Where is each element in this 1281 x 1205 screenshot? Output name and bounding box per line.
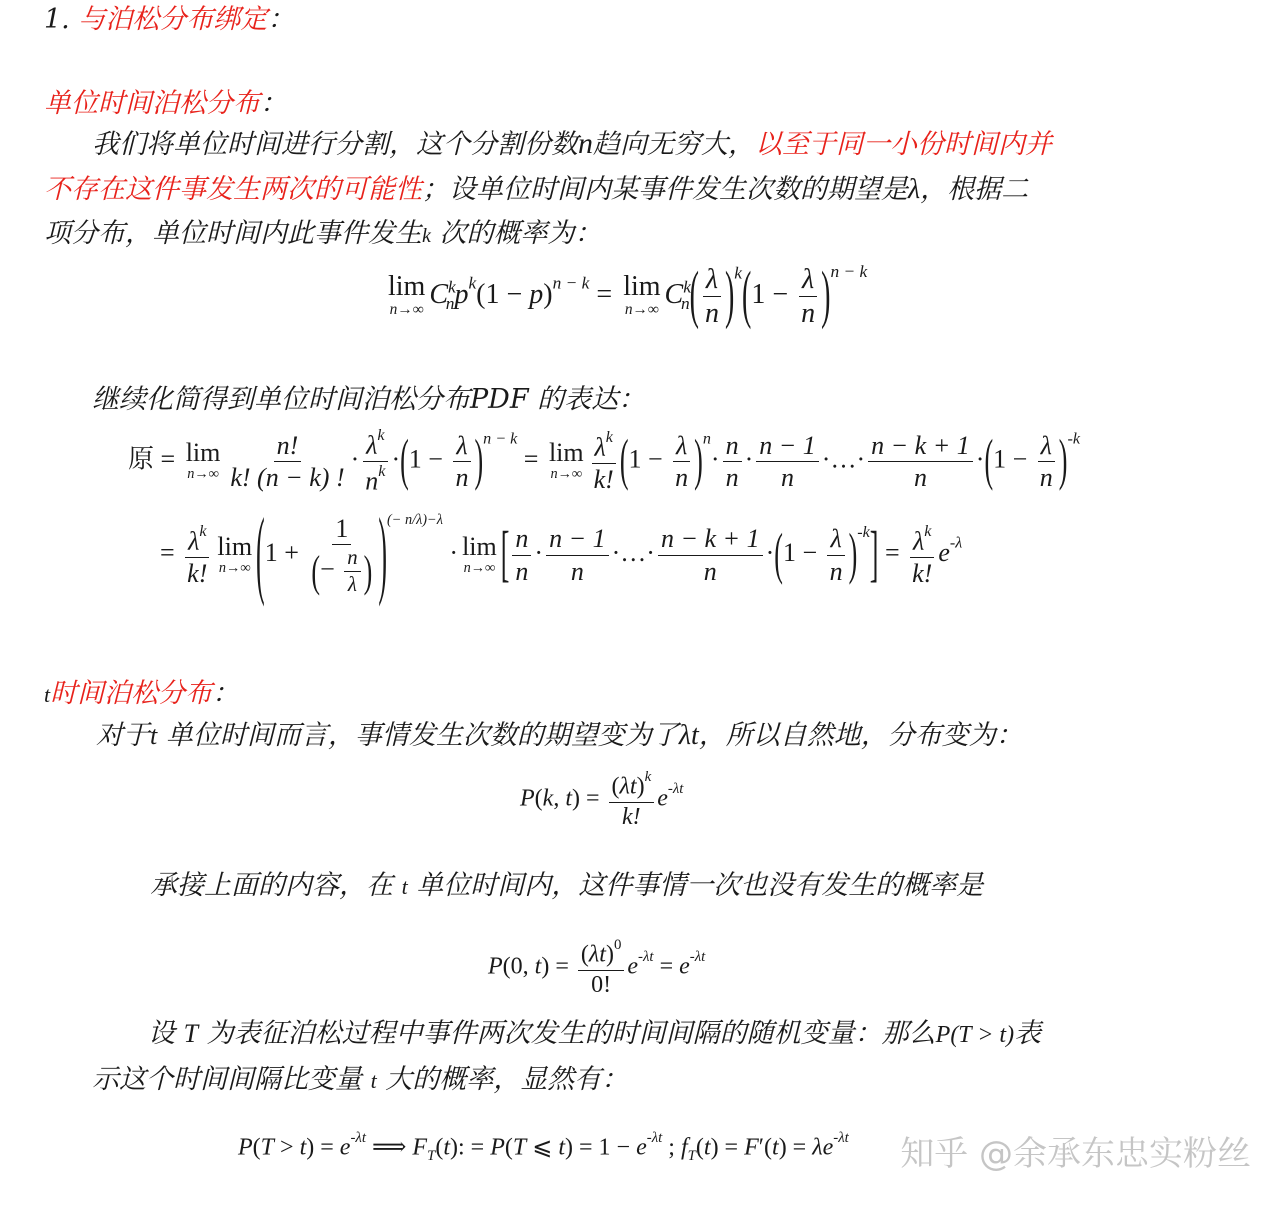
orig-label: 原 bbox=[128, 444, 155, 475]
equation-T-distribution: $P(T > t) = e^{-\lambda t}$ ⟹ $F_T(t)$: = P(T ⩽ $t) = 1 - e^{-\lambda t}$ ; $f_T(t) = F'(t) = \lambda e^{-\lambda t}$ bbox=[238, 1130, 849, 1164]
section-t-prefix: t bbox=[44, 682, 51, 707]
rv-para-text: 表 bbox=[1014, 1018, 1042, 1049]
unit-continue-text: 继续化简得到单位时间泊松分布PDF 的表达： bbox=[92, 384, 646, 415]
equation-p-0-t: P(0, t) = $\frac{(\lambda t)^0}{0!}$ $e^{-\lambda t} = e^{-\lambda t}$ bbox=[488, 937, 706, 998]
t-para-math-lt: λt bbox=[678, 720, 699, 751]
unit-para-text: 趋向无穷大， bbox=[593, 129, 755, 160]
section-t-title-text: 时间泊松分布 bbox=[50, 678, 213, 709]
t-para-text: 对于 bbox=[96, 720, 150, 751]
t-continue-math-t: t bbox=[401, 874, 408, 899]
unit-para-line-3 bbox=[44, 216, 601, 254]
rv-para-text: 大的概率，显然有： bbox=[376, 1064, 629, 1095]
unit-para-line-1 bbox=[92, 126, 1052, 163]
rv-para-line-1 bbox=[148, 1016, 1041, 1053]
section-unit-title bbox=[44, 86, 287, 122]
section-t-colon: ： bbox=[212, 678, 240, 709]
t-continue-line bbox=[150, 868, 983, 905]
unit-para-red-text: 以至于同一小份时间内并 bbox=[755, 129, 1052, 160]
t-para-text: 单位时间而言，事情发生次数的期望变为了 bbox=[157, 720, 679, 751]
heading-title: 与泊松分布绑定 bbox=[78, 4, 268, 35]
equation-p-k-t: P(k, t) = $\frac{(\lambda t)^k}{k!}$ $e^{-\lambda t}$ bbox=[520, 769, 684, 830]
t-para-text: ，所以自然地，分布变为： bbox=[698, 720, 1023, 751]
t-continue-text: 承接上面的内容，在 bbox=[150, 870, 402, 901]
unit-para-text: 我们将单位时间进行分割，这个分割份数 bbox=[92, 129, 578, 160]
rv-para-math-expr: P(T > t) bbox=[935, 1022, 1015, 1048]
unit-para-math-n: n bbox=[578, 127, 593, 160]
heading-colon: ： bbox=[267, 4, 295, 35]
watermark: 知乎 @余承东忠实粉丝 bbox=[900, 1134, 1251, 1174]
unit-para-math-k: k bbox=[422, 225, 431, 247]
rv-para-math-T: T bbox=[183, 1019, 199, 1048]
rv-para-text: 为表征泊松过程中事件两次发生的时间间隔的随机变量：那么 bbox=[198, 1018, 936, 1049]
section-unit-title-colon: ： bbox=[260, 88, 287, 119]
rv-para-text: 设 bbox=[148, 1018, 184, 1049]
t-para-math-t: t bbox=[150, 721, 158, 750]
unit-para-text: 项分布，单位时间内此事件发生 bbox=[44, 218, 422, 249]
unit-para-text: ；设单位时间内某事件发生次数的期望是 bbox=[422, 174, 908, 205]
rv-para-math-t: t bbox=[370, 1068, 377, 1093]
rv-para-line-2 bbox=[92, 1062, 628, 1099]
equation-derivation-line-1: 原 = lim n→∞ $\frac{n!}{k! (n - k) !}$ · $\frac{\lambda^k}{n^k}$ ·(1 − $\frac{\lambda}{n}$ )$^{n - k}$ = lim n→∞ $\frac{\lambda^k}{k!}$ (1 − $\frac{\lambda}{n}$ )$^n$· $\frac{n}{n}$ · $\frac{n - 1}{n}$ ·…· $\frac{n - k + 1}{n}$ ·(1 − $\frac{\lambda}{n}$ )$^{-k}$ bbox=[128, 427, 1080, 496]
unit-para-math-lambda: λ bbox=[908, 174, 921, 205]
rv-para-text: 示这个时间间隔比变量 bbox=[92, 1064, 371, 1095]
heading-number: 1. bbox=[44, 4, 70, 35]
equation-derivation-line-2: = $\frac{\lambda^k}{k!}$ lim n→∞ (1 + 1 (− $\frac{n}{\lambda}$ ) )$^{(- n/\lambda)-\lambda}$ · lim n→∞ [ $\frac{n}{n}$ · $\frac{n - 1}{n}$ ·…· $\frac{n - k + 1}{n}$ ·(1 − $\frac{\lambda}{n}$ )$^{-k}$] = $\frac{\lambda^k}{k!}$ $e^{-\lambda}$ bbox=[160, 498, 963, 609]
heading bbox=[44, 2, 294, 38]
t-continue-text: 单位时间内，这件事情一次也没有发生的概率是 bbox=[407, 870, 984, 901]
section-unit-title-text: 单位时间泊松分布 bbox=[44, 88, 260, 119]
unit-para-red-text: 不存在这件事发生两次的可能性 bbox=[44, 174, 422, 205]
section-t-title bbox=[44, 676, 239, 713]
unit-para-text: 次的概率为： bbox=[430, 218, 602, 249]
unit-para-line-2 bbox=[44, 172, 1028, 208]
t-para-line bbox=[96, 718, 1023, 754]
equation-binomial-limit: lim n→∞ $C^k_np^k(1 - p)^{n - k}$ = lim n→∞ $C^k_n$( $\frac{\lambda}{n}$ )$^k$(1 − $\frac{\lambda}{n}$ )$^{n - k}$ bbox=[388, 259, 868, 332]
unit-para-text: ，根据二 bbox=[920, 174, 1029, 205]
